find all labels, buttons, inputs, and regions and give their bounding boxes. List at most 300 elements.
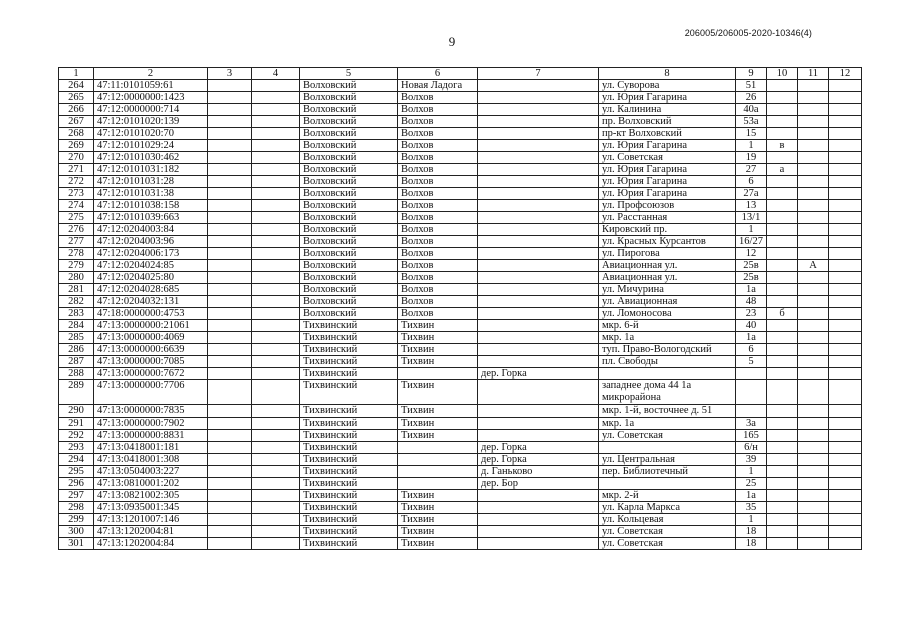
structure-letter-cell xyxy=(798,502,829,514)
structure-letter-cell xyxy=(798,152,829,164)
street-cell: ул. Авиационная xyxy=(599,296,736,308)
table-row xyxy=(59,92,862,104)
building-letter-cell xyxy=(767,356,798,368)
house-number-cell: 1 xyxy=(736,466,767,478)
structure-letter-cell xyxy=(798,272,829,284)
cadastral-number-cell: 47:11:0101059:61 xyxy=(94,80,208,92)
district-cell: Тихвинский xyxy=(300,502,398,514)
table-row xyxy=(59,188,862,200)
house-number-cell: 26 xyxy=(736,92,767,104)
col-12-cell xyxy=(829,478,862,490)
cadastral-number-cell: 47:12:0101031:182 xyxy=(94,164,208,176)
village-cell xyxy=(478,344,599,356)
district-cell: Волховский xyxy=(300,272,398,284)
building-letter-cell xyxy=(767,538,798,550)
col-3-cell xyxy=(208,176,252,188)
col-12-cell xyxy=(829,92,862,104)
district-cell: Тихвинский xyxy=(300,418,398,430)
structure-letter-cell xyxy=(798,320,829,332)
district-cell: Волховский xyxy=(300,116,398,128)
cadastral-number-cell: 47:12:0204032:131 xyxy=(94,296,208,308)
cadastral-number-cell: 47:12:0101029:24 xyxy=(94,140,208,152)
settlement-cell: Волхов xyxy=(398,188,478,200)
structure-letter-cell xyxy=(798,236,829,248)
table-row xyxy=(59,466,862,478)
col-4-cell xyxy=(252,490,300,502)
building-letter-cell: в xyxy=(767,140,798,152)
row-number-cell: 290 xyxy=(59,405,94,418)
settlement-cell: Тихвин xyxy=(398,405,478,418)
district-cell: Волховский xyxy=(300,176,398,188)
column-header: 5 xyxy=(300,68,398,80)
structure-letter-cell xyxy=(798,296,829,308)
cadastral-number-cell: 47:12:0204006:173 xyxy=(94,248,208,260)
col-3-cell xyxy=(208,104,252,116)
row-number-cell: 274 xyxy=(59,200,94,212)
col-4-cell xyxy=(252,104,300,116)
village-cell xyxy=(478,272,599,284)
document-reference: 206005/206005-2020-10346(4) xyxy=(684,28,812,38)
street-cell: ул. Красных Курсантов xyxy=(599,236,736,248)
street-cell xyxy=(599,442,736,454)
structure-letter-cell xyxy=(798,224,829,236)
structure-letter-cell xyxy=(798,466,829,478)
row-number-cell: 266 xyxy=(59,104,94,116)
settlement-cell: Тихвин xyxy=(398,490,478,502)
row-number-cell: 264 xyxy=(59,80,94,92)
structure-letter-cell xyxy=(798,164,829,176)
village-cell xyxy=(478,526,599,538)
house-number-cell: 35 xyxy=(736,502,767,514)
building-letter-cell xyxy=(767,188,798,200)
col-4-cell xyxy=(252,442,300,454)
settlement-cell: Волхов xyxy=(398,152,478,164)
col-12-cell xyxy=(829,176,862,188)
district-cell: Волховский xyxy=(300,92,398,104)
settlement-cell xyxy=(398,478,478,490)
building-letter-cell xyxy=(767,152,798,164)
structure-letter-cell xyxy=(798,380,829,405)
col-3-cell xyxy=(208,152,252,164)
table-row xyxy=(59,104,862,116)
col-12-cell xyxy=(829,502,862,514)
col-4-cell xyxy=(252,236,300,248)
village-cell xyxy=(478,200,599,212)
col-3-cell xyxy=(208,284,252,296)
cadastral-number-cell: 47:12:0000000:714 xyxy=(94,104,208,116)
col-3-cell xyxy=(208,368,252,380)
cadastral-number-cell: 47:13:0504003:227 xyxy=(94,466,208,478)
district-cell: Тихвинский xyxy=(300,430,398,442)
col-3-cell xyxy=(208,454,252,466)
house-number-cell: 13 xyxy=(736,200,767,212)
house-number-cell xyxy=(736,380,767,405)
row-number-cell: 268 xyxy=(59,128,94,140)
structure-letter-cell xyxy=(798,454,829,466)
street-cell: туп. Право-Вологодский xyxy=(599,344,736,356)
col-12-cell xyxy=(829,466,862,478)
structure-letter-cell xyxy=(798,356,829,368)
row-number-cell: 270 xyxy=(59,152,94,164)
district-cell: Тихвинский xyxy=(300,454,398,466)
col-3-cell xyxy=(208,502,252,514)
row-number-cell: 276 xyxy=(59,224,94,236)
col-3-cell xyxy=(208,92,252,104)
building-letter-cell xyxy=(767,442,798,454)
table-row xyxy=(59,212,862,224)
district-cell: Тихвинский xyxy=(300,538,398,550)
table-row xyxy=(59,164,862,176)
settlement-cell: Тихвин xyxy=(398,380,478,405)
row-number-cell: 291 xyxy=(59,418,94,430)
building-letter-cell xyxy=(767,248,798,260)
settlement-cell: Волхов xyxy=(398,284,478,296)
col-4-cell xyxy=(252,332,300,344)
village-cell xyxy=(478,490,599,502)
col-12-cell xyxy=(829,514,862,526)
building-letter-cell xyxy=(767,332,798,344)
column-header: 4 xyxy=(252,68,300,80)
village-cell xyxy=(478,140,599,152)
cadastral-number-cell: 47:12:0101038:158 xyxy=(94,200,208,212)
row-number-cell: 278 xyxy=(59,248,94,260)
street-cell: ул. Центральная xyxy=(599,454,736,466)
house-number-cell: 1 xyxy=(736,224,767,236)
district-cell: Волховский xyxy=(300,212,398,224)
building-letter-cell xyxy=(767,344,798,356)
street-cell: ул. Калинина xyxy=(599,104,736,116)
col-12-cell xyxy=(829,200,862,212)
street-cell: ул. Юрия Гагарина xyxy=(599,140,736,152)
cadastral-number-cell: 47:12:0101031:38 xyxy=(94,188,208,200)
building-letter-cell xyxy=(767,224,798,236)
row-number-cell: 272 xyxy=(59,176,94,188)
structure-letter-cell xyxy=(798,490,829,502)
village-cell xyxy=(478,104,599,116)
district-cell: Тихвинский xyxy=(300,514,398,526)
col-12-cell xyxy=(829,368,862,380)
district-cell: Тихвинский xyxy=(300,478,398,490)
page-number: 9 xyxy=(448,34,456,49)
row-number-cell: 271 xyxy=(59,164,94,176)
house-number-cell: 19 xyxy=(736,152,767,164)
settlement-cell xyxy=(398,466,478,478)
settlement-cell: Волхов xyxy=(398,140,478,152)
col-4-cell xyxy=(252,308,300,320)
row-number-cell: 279 xyxy=(59,260,94,272)
house-number-cell: 25в xyxy=(736,260,767,272)
building-letter-cell xyxy=(767,284,798,296)
district-cell: Волховский xyxy=(300,308,398,320)
settlement-cell: Волхов xyxy=(398,212,478,224)
village-cell: д. Ганьково xyxy=(478,466,599,478)
table-row xyxy=(59,152,862,164)
street-cell: западнее дома 44 1а микрорайона xyxy=(599,380,736,405)
col-4-cell xyxy=(252,526,300,538)
col-12-cell xyxy=(829,212,862,224)
row-number-cell: 273 xyxy=(59,188,94,200)
village-cell xyxy=(478,80,599,92)
house-number-cell: 39 xyxy=(736,454,767,466)
house-number-cell: 48 xyxy=(736,296,767,308)
district-cell: Тихвинский xyxy=(300,368,398,380)
structure-letter-cell xyxy=(798,188,829,200)
col-3-cell xyxy=(208,260,252,272)
village-cell xyxy=(478,308,599,320)
house-number-cell xyxy=(736,368,767,380)
street-cell: пл. Свободы xyxy=(599,356,736,368)
village-cell xyxy=(478,332,599,344)
street-cell: ул. Юрия Гагарина xyxy=(599,164,736,176)
col-12-cell xyxy=(829,418,862,430)
house-number-cell: 40а xyxy=(736,104,767,116)
cadastral-number-cell: 47:13:0000000:7902 xyxy=(94,418,208,430)
district-cell: Тихвинский xyxy=(300,332,398,344)
cadastral-number-cell: 47:12:0101030:462 xyxy=(94,152,208,164)
building-letter-cell xyxy=(767,380,798,405)
row-number-cell: 269 xyxy=(59,140,94,152)
table-row xyxy=(59,248,862,260)
col-12-cell xyxy=(829,236,862,248)
settlement-cell: Тихвин xyxy=(398,526,478,538)
cadastral-number-cell: 47:12:0000000:1423 xyxy=(94,92,208,104)
building-letter-cell xyxy=(767,466,798,478)
col-4-cell xyxy=(252,188,300,200)
col-4-cell xyxy=(252,368,300,380)
cadastral-number-cell: 47:13:0000000:8831 xyxy=(94,430,208,442)
settlement-cell: Тихвин xyxy=(398,538,478,550)
col-3-cell xyxy=(208,224,252,236)
table-row xyxy=(59,236,862,248)
building-letter-cell xyxy=(767,514,798,526)
col-3-cell xyxy=(208,344,252,356)
col-3-cell xyxy=(208,332,252,344)
building-letter-cell xyxy=(767,430,798,442)
cadastral-number-cell: 47:13:0418001:308 xyxy=(94,454,208,466)
settlement-cell: Волхов xyxy=(398,176,478,188)
table-row xyxy=(59,296,862,308)
house-number-cell: 165 xyxy=(736,430,767,442)
row-number-cell: 288 xyxy=(59,368,94,380)
house-number-cell: 12 xyxy=(736,248,767,260)
col-3-cell xyxy=(208,164,252,176)
col-4-cell xyxy=(252,466,300,478)
cadastral-number-cell: 47:13:1201007:146 xyxy=(94,514,208,526)
structure-letter-cell xyxy=(798,176,829,188)
col-12-cell xyxy=(829,128,862,140)
street-cell: ул. Советская xyxy=(599,526,736,538)
col-4-cell xyxy=(252,514,300,526)
street-cell: ул. Мичурина xyxy=(599,284,736,296)
building-letter-cell xyxy=(767,490,798,502)
settlement-cell: Волхов xyxy=(398,128,478,140)
col-12-cell xyxy=(829,116,862,128)
table-row xyxy=(59,405,862,418)
settlement-cell: Волхов xyxy=(398,296,478,308)
settlement-cell xyxy=(398,454,478,466)
col-4-cell xyxy=(252,140,300,152)
settlement-cell: Волхов xyxy=(398,272,478,284)
table-row xyxy=(59,284,862,296)
col-4-cell xyxy=(252,224,300,236)
settlement-cell: Тихвин xyxy=(398,332,478,344)
table-row xyxy=(59,490,862,502)
building-letter-cell xyxy=(767,418,798,430)
house-number-cell: 1а xyxy=(736,490,767,502)
row-number-cell: 294 xyxy=(59,454,94,466)
table-row xyxy=(59,200,862,212)
col-4-cell xyxy=(252,418,300,430)
header-row xyxy=(59,68,862,80)
settlement-cell xyxy=(398,368,478,380)
col-12-cell xyxy=(829,224,862,236)
village-cell xyxy=(478,296,599,308)
col-12-cell xyxy=(829,332,862,344)
cadastral-number-cell: 47:13:0000000:21061 xyxy=(94,320,208,332)
row-number-cell: 277 xyxy=(59,236,94,248)
cadastral-number-cell: 47:13:0000000:7835 xyxy=(94,405,208,418)
village-cell xyxy=(478,248,599,260)
village-cell: дер. Горка xyxy=(478,442,599,454)
col-4-cell xyxy=(252,92,300,104)
register-table xyxy=(58,67,862,550)
cadastral-number-cell: 47:12:0204003:84 xyxy=(94,224,208,236)
street-cell: мкр. 1а xyxy=(599,332,736,344)
cadastral-number-cell: 47:13:0000000:7706 xyxy=(94,380,208,405)
column-header: 7 xyxy=(478,68,599,80)
district-cell: Тихвинский xyxy=(300,526,398,538)
house-number-cell: 40 xyxy=(736,320,767,332)
row-number-cell: 283 xyxy=(59,308,94,320)
street-cell: ул. Расстанная xyxy=(599,212,736,224)
col-12-cell xyxy=(829,164,862,176)
village-cell xyxy=(478,430,599,442)
row-number-cell: 267 xyxy=(59,116,94,128)
table-row xyxy=(59,224,862,236)
village-cell xyxy=(478,538,599,550)
col-4-cell xyxy=(252,478,300,490)
street-cell: пр. Волховский xyxy=(599,116,736,128)
col-4-cell xyxy=(252,405,300,418)
row-number-cell: 296 xyxy=(59,478,94,490)
structure-letter-cell xyxy=(798,128,829,140)
street-cell: ул. Профсоюзов xyxy=(599,200,736,212)
village-cell xyxy=(478,405,599,418)
col-12-cell xyxy=(829,104,862,116)
col-12-cell xyxy=(829,454,862,466)
col-3-cell xyxy=(208,296,252,308)
table-row xyxy=(59,176,862,188)
col-12-cell xyxy=(829,442,862,454)
street-cell xyxy=(599,368,736,380)
structure-letter-cell xyxy=(798,116,829,128)
district-cell: Тихвинский xyxy=(300,490,398,502)
street-cell: ул. Ломоносова xyxy=(599,308,736,320)
col-12-cell xyxy=(829,320,862,332)
cadastral-number-cell: 47:12:0101031:28 xyxy=(94,176,208,188)
cadastral-number-cell: 47:13:0821002:305 xyxy=(94,490,208,502)
col-3-cell xyxy=(208,212,252,224)
cadastral-number-cell: 47:13:0000000:4069 xyxy=(94,332,208,344)
column-header: 6 xyxy=(398,68,478,80)
settlement-cell: Волхов xyxy=(398,164,478,176)
house-number-cell: 25 xyxy=(736,478,767,490)
district-cell: Тихвинский xyxy=(300,380,398,405)
row-number-cell: 265 xyxy=(59,92,94,104)
village-cell: дер. Бор xyxy=(478,478,599,490)
col-12-cell xyxy=(829,140,862,152)
district-cell: Волховский xyxy=(300,200,398,212)
structure-letter-cell xyxy=(798,430,829,442)
settlement-cell: Волхов xyxy=(398,248,478,260)
row-number-cell: 275 xyxy=(59,212,94,224)
col-12-cell xyxy=(829,248,862,260)
building-letter-cell xyxy=(767,128,798,140)
house-number-cell: 1а xyxy=(736,332,767,344)
cadastral-number-cell: 47:12:0101039:663 xyxy=(94,212,208,224)
column-header: 9 xyxy=(736,68,767,80)
structure-letter-cell xyxy=(798,344,829,356)
building-letter-cell xyxy=(767,116,798,128)
house-number-cell: 23 xyxy=(736,308,767,320)
col-4-cell xyxy=(252,380,300,405)
building-letter-cell xyxy=(767,272,798,284)
settlement-cell: Тихвин xyxy=(398,418,478,430)
structure-letter-cell xyxy=(798,308,829,320)
district-cell: Волховский xyxy=(300,236,398,248)
house-number-cell: 1 xyxy=(736,140,767,152)
col-3-cell xyxy=(208,140,252,152)
settlement-cell: Тихвин xyxy=(398,502,478,514)
col-3-cell xyxy=(208,272,252,284)
col-3-cell xyxy=(208,80,252,92)
structure-letter-cell xyxy=(798,332,829,344)
settlement-cell: Тихвин xyxy=(398,356,478,368)
village-cell xyxy=(478,236,599,248)
col-4-cell xyxy=(252,454,300,466)
col-3-cell xyxy=(208,418,252,430)
settlement-cell: Тихвин xyxy=(398,430,478,442)
table-row xyxy=(59,344,862,356)
district-cell: Волховский xyxy=(300,248,398,260)
settlement-cell: Волхов xyxy=(398,104,478,116)
building-letter-cell: а xyxy=(767,164,798,176)
building-letter-cell xyxy=(767,320,798,332)
col-12-cell xyxy=(829,80,862,92)
street-cell: ул. Пирогова xyxy=(599,248,736,260)
table-row xyxy=(59,116,862,128)
col-4-cell xyxy=(252,272,300,284)
street-cell: ул. Советская xyxy=(599,430,736,442)
cadastral-number-cell: 47:13:0000000:7085 xyxy=(94,356,208,368)
structure-letter-cell xyxy=(798,80,829,92)
street-cell: ул. Карла Маркса xyxy=(599,502,736,514)
col-12-cell xyxy=(829,260,862,272)
column-header: 8 xyxy=(599,68,736,80)
table-row xyxy=(59,514,862,526)
house-number-cell: 51 xyxy=(736,80,767,92)
col-12-cell xyxy=(829,538,862,550)
table-row xyxy=(59,320,862,332)
district-cell: Волховский xyxy=(300,164,398,176)
village-cell xyxy=(478,92,599,104)
street-cell: Кировский пр. xyxy=(599,224,736,236)
col-12-cell xyxy=(829,272,862,284)
structure-letter-cell xyxy=(798,140,829,152)
row-number-cell: 292 xyxy=(59,430,94,442)
row-number-cell: 287 xyxy=(59,356,94,368)
col-4-cell xyxy=(252,212,300,224)
